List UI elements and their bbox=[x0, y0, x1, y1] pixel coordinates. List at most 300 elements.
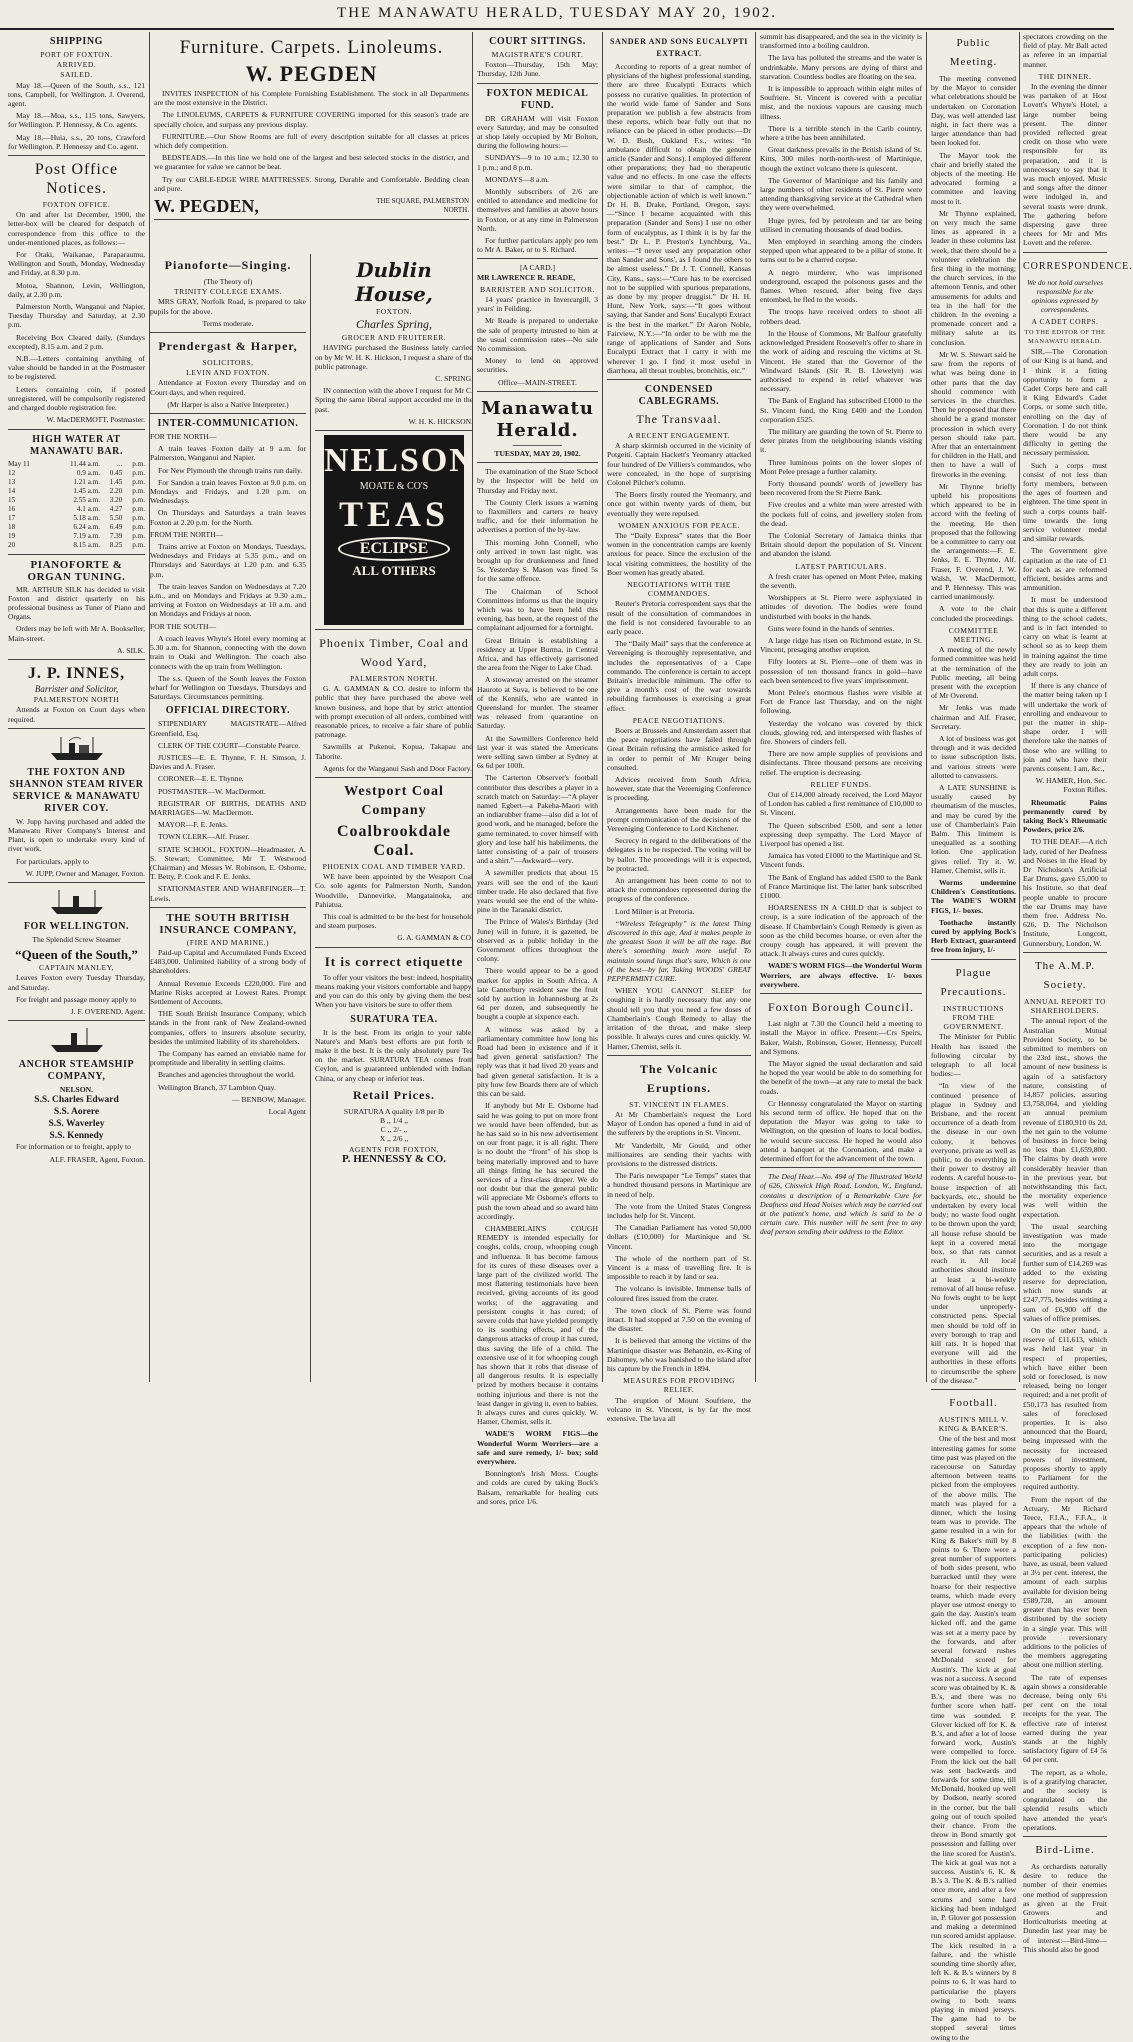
volcanic-text: The volcano is invisible. Immense balls of coloured fires issued from the crater. bbox=[607, 1284, 751, 1303]
cables-text: Lord Milner is at Pretoria. bbox=[615, 906, 695, 916]
tide-cell: 1.45 bbox=[109, 477, 123, 486]
letter-text: If there is any chance of the matter being taken up I will undertake the work of enrolling and endeavour to put the matter in ship-shape order. I will therefore take the names of those who are willing to join and who have their parents consent. I am, &c., bbox=[1023, 681, 1107, 774]
volcano-text: Great darkness prevails in the British island of St. Kitts, 300 miles north-north-west of Martinique, though the extinct volcano there is quiescent. bbox=[760, 145, 922, 173]
intercom-text: A train leaves Foxton daily at 9 a.m. for Palmerston, Wanganui and Napier. bbox=[150, 444, 306, 463]
shannon-text: For particulars, apply to bbox=[16, 856, 89, 866]
directory-item: TOWN CLERK—Alf. Fraser. bbox=[158, 832, 250, 842]
insurance-agent: Local Agent bbox=[268, 1107, 306, 1117]
westport-text: This coal is admitted to be the best for household and steam purposes. bbox=[315, 912, 473, 931]
phoenix-text: G. A. GAMMAN & CO. desire to inform the public that they have purchased the above well known business, and hope that by strict attention with prompt execution of all orders, combined with reasonable prices, to receive a fair share of public patronage. bbox=[315, 684, 473, 740]
tide-cell: 18 bbox=[8, 522, 16, 531]
insurance-text: Wellington Branch, 37 Lambton Quay. bbox=[158, 1082, 276, 1092]
westport-text: WE have been appointed by the Westport Coal Co. sole agents for Palmerston North, Sandon, Woodville, Dannevirke, Mangatainoka, and Pahiatua. bbox=[315, 872, 473, 909]
column-2 bbox=[149, 32, 476, 1382]
volcano-text: In the House of Commons, Mr Balfour gratefully acknowledged President Roosevelt's offer to share in the work of aiding and rescuing the victims at St. Vincent. He stated that the Governor of the Windward Islands (Sir R. B. Llewelyn) was authorised to expend in relief whatever was necessary. bbox=[760, 328, 922, 394]
volcanic-text: At Mr Chamberlain's request the Lord Mayor of London has opened a fund in aid of the sufferers by the eruptions in St. Vincent. bbox=[607, 1109, 751, 1138]
column-2a bbox=[150, 254, 310, 1382]
intercom-text: FOR THE SOUTH— bbox=[150, 621, 217, 631]
meeting-text: A LATE SUNSHINE is usually caused by rheumatism of the muscles, and may be cured by the use of Chamberlain's Pain Balm. This liniment is unequalled as a soothing lotion. One application gives relief. Try it. W. Hamer, Chemist, sells it. bbox=[931, 783, 1016, 875]
cables-sub: The Transvaal. bbox=[636, 411, 722, 426]
pegden-address: THE SQUARE, PALMERSTON NORTH. bbox=[376, 197, 469, 215]
meeting-text: A meeting of the newly formed committee was held at the termination of the Public meeting, all being present with the exception of Mr Overend. bbox=[931, 645, 1016, 701]
post-signature: W. MacDERMOTT, Postmaster. bbox=[46, 415, 145, 425]
steamer-icon bbox=[47, 1025, 107, 1055]
column-5 bbox=[755, 32, 926, 1382]
committee-heading: COMMITTEE MEETING. bbox=[948, 625, 999, 644]
tide-row bbox=[8, 532, 145, 541]
dublin-loc: FOXTON. bbox=[375, 307, 413, 316]
meeting-text: The meeting convened by the Mayor to consider what celebrations should be undertaken on Coronation Day, was well attended last night, in fact there was a larger attendance than had been looked for. bbox=[931, 74, 1016, 148]
volcanic-text: Mr Vanderbilt, Mr Gould, and other millionaires are sending their yachts with provisions to the distressed districts. bbox=[607, 1140, 751, 1168]
reade-text: Mr Reade is prepared to undertake the sale of property intrusted to him at the usual commission rates—No sale No commission. bbox=[477, 316, 598, 354]
masthead: THE MANAWATU HERALD, TUESDAY MAY 20, 1902. bbox=[0, 0, 1114, 30]
volcano-text: summit has disappeared, and the sea in the vicinity is transformed into a boiling cauldron. bbox=[760, 32, 922, 51]
innes-title: J. P. INNES, bbox=[27, 664, 126, 682]
tide-cell: 1.21 a.m. bbox=[73, 477, 101, 486]
post-item: Letters containing coin, if posted unregistered, will be compulsorily registered and charged double registration fee. bbox=[8, 384, 145, 413]
tide-row bbox=[8, 460, 145, 469]
insurance-text: The Company has earned an enviable name for promptitude and liberality in settling claims. bbox=[150, 1049, 306, 1068]
nelson-moate-tea-logo bbox=[324, 435, 476, 625]
tide-row bbox=[8, 478, 145, 487]
volcanic-text: The whole of the northern part of St. Vincent is a mass of travelling fire. It is impossible to reach it by land or sea. bbox=[607, 1253, 751, 1282]
volcano-text: Three luminous points on the lower slopes of Mont Pelee presage a further calamity. bbox=[760, 457, 922, 476]
council-title: Foxton Borough Council. bbox=[767, 1000, 914, 1015]
directory-item: REGISTRAR OF BIRTHS, DEATHS AND MARRIAGES—W. MacDermott. bbox=[150, 798, 306, 817]
tide-cell: 6.24 a.m. bbox=[73, 522, 101, 531]
insurance-text: Annual Revenue Exceeds £220,000. Fire and Marine Risks accepted at Lowest Rates. Prompt Settlement of Accounts. bbox=[150, 978, 306, 1006]
intercom-text: Trains arrive at Foxton on Mondays, Tuesdays, Wednesdays and Fridays at 5.35 p.m., and on Thursdays and Saturdays at 1.20 p.m. and 6.35 p.m. bbox=[150, 542, 306, 579]
insurance-text: THE South British Insurance Company, which stands in the front rank of New Zealand-owned companies, offers to insurers absolute security, besides the unlimited liability of its shareholders. bbox=[150, 1009, 306, 1046]
volcano-text: The Bank of England has added £500 to the Bank of France Martinique list. The latter bank subscribed £1000. bbox=[760, 872, 922, 901]
pegden-text: The LINOLEUMS, CARPETS & FURNITURE COVERING imported for this season's trade are specially choice, and surpass any previous display. bbox=[154, 110, 469, 129]
reade-text: 14 years' practice in Invercargill, 3 years' in Feilding. bbox=[477, 295, 598, 314]
news-item: There would appear to be a good market for apples in South Africa. A late Canterbury resident saw the fruit sold by auction in Johannesburg at 2s 6d per dozen, and subsequently he bought a couple at sixpence each. bbox=[477, 966, 598, 1022]
meeting-title: Public Meeting. bbox=[949, 37, 998, 68]
innes-text: Attends at Foxton on Court days when required. bbox=[8, 705, 145, 724]
medical-text: Monthly subscribers of 2/6 are entitled to attendance and medicine for themselves and families at above hours in Foxton, or at any time in Palmerston North. bbox=[477, 187, 598, 233]
amp-text: The rate of expenses again shows a considerable decrease, being only 6¼ per cent on the total receipts for the year. The effective rate of interest earned during the year stands at the highly satisfactory figure of £4 5s 6d per cent. bbox=[1023, 1672, 1107, 1765]
volcanic-heading: MEASURES FOR PROVIDING RELIEF. bbox=[623, 1376, 735, 1395]
directory-item: POSTMASTER—W. MacDermott. bbox=[158, 786, 266, 796]
reade-sub: BARRISTER AND SOLICITOR. bbox=[479, 284, 596, 294]
volcano-text: Jamaica has voted £1000 to the Martinique and St. Vincent funds. bbox=[760, 851, 922, 870]
retail-price-row: B ,, 1/4 ,, bbox=[379, 1115, 409, 1125]
meeting-text: A lot of business was got through and it was decided to issue subscription lists, and various streets were allotted to canvassers. bbox=[931, 734, 1016, 780]
logo-text: ALL OTHERS bbox=[352, 563, 436, 579]
intercom-text: A coach leaves Whyte's Hotel every morning at 5.30 a.m. for Shannon, connecting with the down train to Otaki and Wellington. The coach also connects with the up train from Wellington. bbox=[150, 633, 306, 671]
cables-text: The “Daily Mail” says that the conference at Vereeniging is thoroughly representative, and includes the representatives of a Cape commando. The conference is certain to accept Britain's irreducible minimum. The offer to give a month's cost of the war towards rebuilding farmhouses is exercising a great effect. bbox=[607, 639, 751, 713]
council-text: Cr Hennessy congratulated the Mayor on starting his second term of office. He hoped that on the deputation the Mayor was going to take to Wellington, on the question of loans to local bodies, he would secure success. He hoped he would also attend a banquet at the Coronation, and make a determined effort for the advancement of the town. bbox=[760, 1098, 922, 1163]
football-text: spectators crowding on the field of play. Mr Ball acted as referee in an impartial manner. bbox=[1023, 32, 1107, 69]
tide-cell: 5.18 a.m. bbox=[73, 513, 101, 522]
steamer-icon bbox=[47, 887, 107, 917]
editor-heading: TO THE EDITOR OF THE MANAWATU HERALD. bbox=[1024, 328, 1106, 345]
intercom-text: On Thursdays and Saturdays a train leaves Foxton at 2.20 p.m. for the North. bbox=[150, 508, 306, 527]
piano-signature: A. SILK. bbox=[116, 645, 145, 655]
meeting-text: Mr W. S. Stewart said he saw from the reports of what was being done in other parts that the day should commence with services in the churches. Then he proposed that there should be a grand monster procession in which every person should take part. After that an entertainment for children in the Hall, and then to have a wall of fireworks in the evening. bbox=[931, 349, 1016, 479]
plague-sub: INSTRUCTIONS FROM THE GOVERNMENT. bbox=[943, 1003, 1004, 1032]
news-item: Great Britain is establishing a residency at Upper Burma, in Central Africa, and has effectively garrisoned the area from the Niger to Lake Chad. bbox=[477, 635, 598, 673]
post-item: On and after 1st December, 1900, the letter-box will be cleared for despatch of correspondence from this office to the under-mentioned places, as follows:— bbox=[8, 210, 145, 247]
volcano-text: Huge pyres, fed by petroleum and tar are being utilised in cremating thousands of dead bodies. bbox=[760, 215, 922, 234]
tide-cell: p.m. bbox=[132, 531, 145, 540]
pegden-text: Try our CABLE-EDGE WIRE MATTRESSES. Strong, Durable and Comfortable. Bedding clean and pure. bbox=[154, 174, 469, 193]
volcano-text: There is a terrible stench in the Carib country, where a tribe has been annihilated. bbox=[760, 123, 922, 143]
singing-text: Terms moderate. bbox=[202, 318, 254, 328]
column-4 bbox=[602, 32, 755, 1423]
tide-cell: p.m. bbox=[132, 522, 145, 531]
news-item: Bonnington's Irish Moss. Coughs and colds are cured by taking Bock's Balsam, remarkable for healing cuts and sores, price 1/6. bbox=[477, 1469, 598, 1506]
cables-text: The Boers firstly routed the Yeomanry, and once got within twenty yards of them, but eventually they were repulsed. bbox=[607, 490, 751, 518]
meeting-text: Mr Thynne explained, on very much the same lines as appeared in a leader in these columns last week, that there should be a volunteer celebration the first thing in the morning; the church services, in the afternoon Tennis, and other amusements for adults and tea in the hall for the children. In the evening a promenade concert and a military salute at its conclusion. bbox=[931, 208, 1016, 347]
column-6a bbox=[927, 32, 1019, 2042]
amp-title: The A.M.P. Society. bbox=[1034, 959, 1096, 991]
cables-heading: WOMEN ANXIOUS FOR PEACE. bbox=[618, 520, 740, 530]
tide-cell: p.m. bbox=[132, 495, 145, 504]
volcano-text: The Governor of Martinique and his family and large numbers of other residents of St. Pierre were attending thanksgiving service at the Cathedral when they were overwhelmed. bbox=[760, 175, 922, 213]
amp-text: The report, as a whole, is of a gratifying character, and the society is congratulated on the splendid results which have attended the year's operations. bbox=[1023, 1767, 1107, 1832]
letter-text: Such a corps must consist of not less than forty members, between the ages of fourteen and eighteen. The time spent in such a corps counts half-time towards the long service volunteer medal and similar rewards. bbox=[1023, 460, 1107, 544]
cables-title: CONDENSED CABLEGRAMS. bbox=[638, 383, 720, 407]
dublin-trade: GROCER AND FRUITERER. bbox=[341, 333, 447, 343]
tide-cell: 8.15 a.m. bbox=[73, 540, 101, 549]
innes-loc: PALMERSTON NORTH bbox=[33, 695, 120, 705]
tide-row bbox=[8, 505, 145, 514]
volcano-text: Five creoles and a white man were arrested with the pockets full of coins, and jewellery stolen from the dead. bbox=[760, 500, 922, 528]
directory-item: STATIONMASTER AND WHARFINGER—T. Lewis. bbox=[150, 884, 306, 903]
amp-text: From the report of the Actuary, Mr Richard Teece, F.I.A., F.F.A., it appears that the whole of the liabilities (with the exception of a few non-participating policies) have, as usual, been valued at 3½ per cent. interest, the amount of each surplus available for division being £589,728, an amount greater than has ever been distributed by the society in a single year. This will provide reversionary additions to the policies of the members aggregating about one million sterling. bbox=[1023, 1494, 1107, 1670]
retail-title: Retail Prices. bbox=[353, 1087, 435, 1102]
phoenix-text: Agents for the Wanganui Sash and Door Factory. bbox=[323, 763, 472, 773]
retail-agents: AGENTS FOR FOXTON, bbox=[348, 1144, 440, 1154]
intercom-text: For New Plymouth the through trains run daily. bbox=[158, 465, 303, 475]
volcano-text: Forty thousand pounds' worth of jewellery has been recovered from the St Pierre Bank. bbox=[760, 478, 922, 498]
directory-item: CLERK OF THE COURT—Constable Pearce. bbox=[158, 740, 301, 750]
anchor-ship-name: S.S. Kennedy bbox=[49, 1131, 104, 1142]
cables-text: Advices received from South Africa, however, state that the Vereeniging Conference is proceeding. bbox=[607, 775, 751, 803]
news-item: At the Sawmillers Conference held last year it was stated the Americans were selling sawn timber at Sydney at 6s 6d per 100ft. bbox=[477, 733, 598, 771]
column-3 bbox=[472, 32, 602, 1506]
dublin-signature: C. SPRING. bbox=[435, 374, 473, 384]
football-sub: AUSTIN'S MILL V. KING & BAKER'S. bbox=[938, 1415, 1009, 1434]
pegden-text: INVITES INSPECTION of his Complete Furnishing Establishment. The stock in all Departments are the most extensive in the District. bbox=[154, 89, 469, 108]
phoenix-title: Phoenix Timber, Coal and Wood Yard, bbox=[319, 636, 469, 670]
tide-cell: 17 bbox=[8, 513, 16, 522]
tide-cell: 7.39 bbox=[109, 531, 123, 540]
retail-price-row: C ,, 2/- ,, bbox=[380, 1125, 408, 1135]
etiquette-text: To offer your visitors the best: indeed, hospitality means making your visitors comfortable and happy, and you can do this only by giving them the best. When you have visitors be sure to offer them bbox=[315, 972, 473, 1010]
news-item: This morning John Connell, who only arrived in town last night, was brought up for drunkenness and fined 5s. Yesterday S. Mason was fined 5s for the same offence. bbox=[477, 537, 598, 584]
post-item: Palmerston North, Wanganui and Napier, Tuesday Thursday and Saturday, at 2.30 p.m. bbox=[8, 302, 145, 330]
reade-card: [A CARD.] bbox=[519, 263, 556, 273]
directory-item: MAYOR—F. E. Jenks. bbox=[158, 820, 228, 830]
tide-cell: 7.19 a.m. bbox=[73, 531, 101, 540]
innes-sub: Barrister and Solicitor, bbox=[34, 683, 119, 694]
anchor-ship-list bbox=[8, 1094, 145, 1142]
volcano-text: HOARSENESS IN A CHILD that is subject to croup, is a sure indication of the approach of the disease. If Chamberlain's Cough Remedy is given as soon as the child becomes hoarse, or even after the croupy cough has appeared, it will prevent the attack. It always cures and cures quickly. bbox=[760, 903, 922, 959]
piano-text: MR. ARTHUR SILK has decided to visit Foxton and district quarterly on his professional business as Tuner of Piano and Organs. bbox=[8, 584, 145, 622]
tide-cell: 2.55 a.m. bbox=[73, 495, 101, 504]
retail-list bbox=[315, 1107, 473, 1144]
singing-sub: (The Theory of) bbox=[203, 277, 253, 286]
news-item: A witness was asked by a parliamentary committee how long his Road had been in existence and if it had given general satisfaction? The reply was that it had lived 20 years and had given general satisfaction. It is a pity how few Boards there are of which this can be said. bbox=[477, 1024, 598, 1099]
news-item: CHAMBERLAIN'S COUGH REMEDY is intended especially for coughs, colds, croup, whooping cough and influenza. It has become famous for its cures of these diseases over a large part of the civilized world. The most flattering testimonials have been received, giving accounts of its good works; of the aggravating and persistent coughs it has cured; of severe colds that have yielded promptly to its soothing effects, and of the dangerous attacks of croup it has cured, thus saving the life of a child. The extensive use of it for whooping cough has shown that it robs that disease of all dangerous results. It is especially prized by mothers because it contains nothing injurious and there is not the least danger in giving it, even to babies. It always cures and cures quickly. W. Hamer, Chemist, sells it. bbox=[477, 1223, 598, 1427]
volcano-text: There are now ample supplies of provisions and disinfectants. Three thousand persons are receiving relief. The eruption is decreasing. bbox=[760, 749, 922, 777]
wade-advert: WADE'S WORM FIGS—the Wonderful Worm Worriers, are always effective. 1/- boxes everywhere. bbox=[760, 961, 922, 989]
intercom-text: The s.s. Queen of the South leaves the Foxton wharf for Wellington on Tuesdays, Thursdays and Saturdays. Circumstances permitting. bbox=[150, 673, 306, 702]
insurance-text: Branches and agencies throughout the world. bbox=[158, 1070, 296, 1080]
phoenix-loc: PALMERSTON NORTH. bbox=[350, 674, 438, 684]
anchor-ship-name: S.S. Waverley bbox=[48, 1119, 105, 1130]
volcano-text: The troops have received orders to shoot all robbers dead. bbox=[760, 307, 922, 326]
cables-text: Boers at Brussels and Amsterdam assert that the peace negotiations have failed through Great Britain refusing the armistice asked for in order to permit of Mr Kruger being consulted. bbox=[607, 726, 751, 772]
tide-cell: 1.45 a.m. bbox=[73, 486, 101, 495]
volcano-text: Yesterday the volcano was covered by thick clouds, glowing red, and interspersed with flashes of fire. Showers of cinders fell. bbox=[760, 718, 922, 747]
volcano-text: Guns were found in the hands of sentries. bbox=[768, 623, 895, 633]
news-item: The Carterton Observer's football contributor thus describes a player in a scratch match on Saturday:—“A player named Egbert—a Pakeha-Maori with an indiarubber frame—also did a lot of good work, and he managed, before the game terminated, to cover himself with glory and lose half his habiliments, the latter consisting of a pair of trousers and a shirt.”—Awkward—very. bbox=[477, 773, 598, 866]
meeting-text: The Mayor took the chair and briefly stated the objects of the meeting. He advocated forming a committee and leaving most to it. bbox=[931, 150, 1016, 206]
shipping-item: May 18.—Moa, s.s., 115 tons, Sawyers, for Wellington. P. Hennessy, & Co. agents. bbox=[8, 111, 145, 130]
reade-text: Office—MAIN-STREET. bbox=[498, 377, 577, 387]
volcano-text: The Colonial Secretary of Jamaica thinks that Britain should deport the population of St. Vincent and abandon the island. bbox=[760, 530, 922, 559]
medical-text: MONDAYS—8 a.m. bbox=[485, 174, 550, 184]
news-item: The Chairman of School Committees informs us that the inquiry which was to have been held this evening, has been, at the request of the complainant adjourned for a fortnight. bbox=[477, 586, 598, 633]
westport-sub: PHOENIX COAL AND TIMBER YARD. bbox=[322, 862, 466, 872]
dublin-text: HAVING purchased the Business lately carried on by Mr W. H. K. Hickson, I request a share of the public patronage. bbox=[315, 343, 473, 371]
column-1 bbox=[4, 32, 149, 1382]
prendergast-title: Prendergast & Harper, bbox=[158, 339, 298, 354]
pegden-title: Furniture. Carpets. Linoleums. bbox=[179, 37, 444, 58]
tide-cell: 4.27 bbox=[109, 504, 123, 513]
logo-text: ECLIPSE bbox=[338, 537, 450, 561]
shipping-title: SHIPPING bbox=[49, 36, 104, 47]
westport-title: Westport Coal Company bbox=[344, 784, 444, 819]
cables-text: A sharp skirmish occurred in the vicinity of Potgeiti. Captain Hackett's Yeomanry attacked four hundred of De Villiers's commandos, who were concealed, in the hope of surprising Colonel Pilcher's column. bbox=[607, 441, 751, 487]
news-item: The Prince of Wales's Birthday (3rd June) will in future, it is gazetted, be observed as a public holiday in the Government offices throughout the colony. bbox=[477, 917, 598, 964]
pegden-name-2: W. PEGDEN, bbox=[154, 195, 259, 216]
column-6b bbox=[1019, 32, 1133, 1954]
amp-text: The usual searching investigation was made into the mortgage securities, and as a result a further sum of £14,269 was added to the existing reserve for depreciation, which now stands at £247,775, besides writing a sum of £6,900 off the values of office premises. bbox=[1023, 1221, 1107, 1323]
insurance-text: Paid-up Capital and Accumulated Funds Exceed £483,000. Unlimited liability of a strong body of shareholders. bbox=[150, 947, 306, 976]
phoenix-text: Sawmills at Pukenui, Kopua, Takapau and Taborite. bbox=[315, 742, 473, 761]
volcano-text: The lava has polluted the streams and the water is undrinkable. Many persons are dying of thirst and starvation. Countless bodies are floating on the sea. bbox=[760, 53, 922, 81]
cadet-heading: A CADET CORPS. bbox=[1031, 317, 1099, 327]
tide-cell: 20 bbox=[8, 540, 16, 549]
news-item: The County Clerk issues a warning to flaxmillers and carters re heavy traffic, and for their information he advertises a portion of the by-law. bbox=[477, 497, 598, 535]
intercom-text: FOR THE NORTH— bbox=[150, 432, 217, 442]
volcanic-title: The Volcanic Eruptions. bbox=[639, 1061, 719, 1095]
tide-cell: 0.45 bbox=[109, 468, 123, 477]
volcano-text: Men employed in searching among the cinders stepped upon what appeared to be a pillar of stone. It turns out to be a charred corpse. bbox=[760, 237, 922, 265]
herald-date: TUESDAY, MAY 20, 1902. bbox=[494, 448, 581, 458]
pegden-advert bbox=[150, 32, 473, 254]
logo-text: NELSON bbox=[324, 442, 476, 480]
shipping-port: PORT OF FOXTON. bbox=[40, 50, 113, 59]
tide-row bbox=[8, 496, 145, 505]
dinner-text: In the evening the dinner was partaken of at Host Lovett's Whyte's Hotel, a large number being present. The dinner provided reflected great credit on those who were responsible for its preparation, and it is unnecessary to say that it was much enjoyed. Music and songs after the dinner were indulged in, and several toasts were drunk. The gathering before dispersing gave three cheers for Mr and Mrs Lovett and the referee. bbox=[1023, 82, 1107, 248]
volcanic-text: The town clock of St. Pierre was found intact. It had stopped at 7.50 on the evening of the disaster. bbox=[607, 1305, 751, 1334]
volcano-text: Fifty looters at St. Pierre—one of them was in possession of ten thousand francs in gold—have each been sentenced to five years' imprisonment. bbox=[760, 657, 922, 685]
directory-item: JUSTICES—E. E. Thynne, F. H. Simson, J. Davies and A. Fraser. bbox=[150, 752, 306, 772]
newspaper-page bbox=[4, 32, 1133, 2042]
insurance-sub: (FIRE AND MARINE.) bbox=[186, 937, 270, 947]
dublin-signature-2: W. H. K. HICKSON. bbox=[408, 416, 473, 426]
amp-text: The annual report of the Australian Mutual Provident Society, to be submitted to members on the 23rd inst., shows the amount of new business is again of a satisfactory nature, consisting of 14,857 policies, assuring £3,758,064, and yielding an annual premium revenue of £180,910 0s 2d, the net gain to the volume of business in force being no less than £1,659,800. The claims by death were considerably heavier than in the previous year, but notwithstanding this fact, the mortality experience was well within the expectation. bbox=[1023, 1016, 1107, 1219]
tide-cell: 16 bbox=[8, 504, 16, 513]
wellington-text: For freight and passage money apply to bbox=[16, 994, 137, 1004]
tide-row bbox=[8, 541, 145, 550]
insurance-title: THE SOUTH BRITISH INSURANCE COMPANY, bbox=[159, 911, 297, 936]
tide-cell: 0.9 a.m. bbox=[76, 468, 101, 477]
dublin-title: Dublin House, bbox=[355, 258, 433, 306]
prendergast-sub: SOLICITORS, bbox=[202, 358, 254, 368]
insurance-signature: — BENBOW, Manager. bbox=[232, 1094, 306, 1104]
tides-title: HIGH WATER AT MANAWATU BAR. bbox=[29, 433, 124, 457]
volcano-text: The Bank of England has subscribed £1000 to the St. Vincent fund, the King £400 and the London corporation £525. bbox=[760, 396, 922, 424]
post-item: N.B.—Letters containing anything of value should be handed in at the Postmaster to be registered. bbox=[8, 354, 145, 382]
prendergast-loc: LEVIN AND FOXTON. bbox=[186, 368, 270, 378]
tide-row bbox=[8, 469, 145, 478]
column-6 bbox=[926, 32, 1133, 2042]
shipping-arrived: ARRIVED. bbox=[56, 60, 97, 70]
intercom-text: For Sandon a train leaves Foxton at 9.0 p.m. on Mondays and Fridays, and 1.20 p.m. on Wednesdays. bbox=[150, 477, 306, 506]
anchor-ship-name: S.S. Aorere bbox=[53, 1107, 100, 1118]
news-item: The examination of the State School by the Inspector will be held on Thursday and Friday next. bbox=[477, 467, 598, 495]
tide-cell: p.m. bbox=[132, 486, 145, 495]
volcanic-sub: ST. VINCENT IN FLAMES. bbox=[629, 1099, 729, 1109]
tide-cell: 12 bbox=[8, 468, 16, 477]
letter-text: SIR,—The Coronation of our King is at hand, and I think it a fitting opportunity to form a Cadet Corps here and call it King Edward's Cadet Corps, or some such title, enrolling on the day of Coronation. I do not think there would be any difficulty in getting the necessary permission. bbox=[1023, 347, 1107, 458]
post-office-title: Post Office Notices. bbox=[34, 161, 119, 198]
cables-heading: A RECENT ENGAGEMENT. bbox=[627, 430, 731, 440]
dinner-heading: THE DINNER. bbox=[1038, 71, 1092, 81]
shannon-signature: W. JUPP, Owner and Manager, Foxton. bbox=[25, 868, 145, 878]
volcanic-text: It is believed that among the victims of the Martinique disaster was Behanzin, ex-King of Dahomey, who was banished to the island after his capture by the French in 1894. bbox=[607, 1336, 751, 1373]
tide-cell: 14 bbox=[8, 486, 16, 495]
directory-item: STATE SCHOOL, FOXTON—Headmaster, A. S. Stewart; Committee, Mr T. Westwood (Chairman) and Messrs W. Robinson, E. Osborne, T. Betty, P. Cook and F. E. Jenks. bbox=[150, 844, 306, 882]
volcanic-text: The Paris newspaper “Le Temps” states that a hundred thousand persons in Martinique are in need of help. bbox=[607, 1171, 751, 1199]
birdlime-title: Bird-Lime. bbox=[1035, 1843, 1095, 1856]
anchor-signature: ALF. FRASER, Agent, Foxton. bbox=[49, 1154, 145, 1164]
toothache-advert: Toothache instantly cured by applying Bock's Herb Extract, guaranteed free from injury, 1/- bbox=[931, 917, 1016, 955]
plague-title: Plague Precautions. bbox=[940, 966, 1007, 998]
cables-heading: PEACE NEGOTIATIONS. bbox=[632, 715, 726, 725]
tide-row bbox=[8, 514, 145, 523]
volcano-text: Out of £14,000 already received, the Lord Mayor of London has cabled a first remittance of £10,000 to St. Vincent. bbox=[760, 790, 922, 818]
tide-cell: p.m. bbox=[132, 477, 145, 486]
tide-cell: p.m. bbox=[132, 504, 145, 513]
piano-text: Orders may be left with Mr A. Bookseller, Main-street. bbox=[8, 624, 145, 643]
westport-title-2: Coalbrookdale Coal. bbox=[336, 823, 452, 860]
volcano-text: A fresh crater has opened on Mont Pelee, making the seventh. bbox=[760, 571, 922, 590]
volcanic-text: The eruption of Mount Soufriere, the volcano in St. Vincent, is by far the most extensive. The lava all bbox=[607, 1395, 751, 1423]
court-text: Foxton—Thursday, 15th May; Thursday, 12th June. bbox=[477, 60, 598, 79]
steamer-icon bbox=[47, 733, 107, 763]
retail-price-row: SURATURA A quality 1/8 per lb bbox=[343, 1106, 445, 1116]
prendergast-text: (Mr Harper is also a Native Interpreter.) bbox=[167, 399, 289, 409]
logo-text: TEAS bbox=[338, 494, 450, 535]
letter-text: It must be understood that this is quite a different thing to the school cadets, and is in fact intended to carry on what is learnt at school so as to keep them in training against the time they are ready to join an adult corps. bbox=[1023, 595, 1107, 678]
westport-signature: G. A. GAMMAN & CO. bbox=[397, 933, 473, 943]
piano-title: PIANOFORTE & ORGAN TUNING. bbox=[27, 558, 126, 583]
news-item: If anybody but Mr E. Osborne had said he was going to put on more front we would have been offended, but as he has said so in his new advertisement on our front page, it is all right. There is no doubt the “front” of his shop is being materially improved and to have all things fitting he has secured the services of a first-class draper. We do not doubt but that the general public will appreciate Mr Osborne's efforts to push the town ahead and so award him accordingly. bbox=[477, 1101, 598, 1221]
tide-cell: 11.44 a.m. bbox=[69, 459, 101, 468]
sander-title: SANDER AND SONS EUCALYPTI EXTRACT. bbox=[609, 37, 749, 58]
shannon-text: W. Jupp having purchased and added the Manawatu River Company's Interest and Plant, is open to undertake every kind of river work. bbox=[8, 816, 145, 854]
medical-text: DR GRAHAM will visit Foxton every Saturday, and may be consulted at shop lately occupied by Mr Bolton, during the following hours:— bbox=[477, 113, 598, 151]
shannon-title: THE FOXTON AND SHANNON STEAM RIVER SERVICE & MANAWATU RIVER COY. bbox=[9, 766, 144, 814]
post-office-sub: FOXTON OFFICE. bbox=[42, 200, 111, 210]
football-title: Football. bbox=[949, 1397, 998, 1410]
tide-cell: p.m. bbox=[132, 468, 145, 477]
dublin-text: IN connection with the above I request for Mr C. Spring the same liberal support accorded me in the past. bbox=[315, 386, 473, 414]
volcano-text: The military are guarding the town of St. Pierre to deter pirates from the neighbouring islands visiting it. bbox=[760, 426, 922, 455]
intercom-text: FROM THE NORTH— bbox=[150, 529, 224, 539]
wellington-text: Leaves Foxton every Tuesday Thursday, and Saturday. bbox=[8, 973, 145, 992]
wellington-signature: J. F. OVEREND, Agent. bbox=[70, 1006, 145, 1016]
post-item: Receiving Box Cleared daily, (Sundays excepted), 8.15 a.m. and 2 p.m. bbox=[8, 332, 145, 351]
dublin-name: Charles Spring, bbox=[355, 317, 432, 332]
singing-title: Pianoforte—Singing. bbox=[164, 258, 292, 272]
volcano-text: A negro murderer, who was imprisoned underground, escaped the poisonous gases and the flames. When rescued, after being five days entombed, he fled to the woods. bbox=[760, 267, 922, 305]
volcano-text: The Queen subscribed £500, and sent a letter expressing deep sympathy. The Lord Mayor of Liverpool has opened a list. bbox=[760, 820, 922, 849]
volcano-text: Mont Pelee's enormous flashes were visible at Fort de France last Thursday, and on the night following. bbox=[760, 688, 922, 716]
volcano-text: A large ridge has risen on Richmond estate, in St. Vincent, presaging another eruption. bbox=[760, 635, 922, 655]
anchor-title: ANCHOR STEAMSHIP COMPANY, bbox=[18, 1059, 135, 1083]
relief-heading: RELIEF FUNDS. bbox=[810, 779, 872, 789]
directory-item: CORONER—E. E. Thynne. bbox=[158, 774, 244, 784]
council-text: The Mayor signed the usual declaration and said he hoped the year would be able to do something for the benefit of the town—at any rate to metal the back roads. bbox=[760, 1058, 922, 1096]
cables-text: Reuter's Pretoria correspondent says that the result of the consultation of commandoes in the field is not considered favourable to an early peace. bbox=[607, 599, 751, 636]
tide-cell: 13 bbox=[8, 477, 16, 486]
volcano-text: It is impossible to approach within eight miles of Soufriere. St. Vincent is covered with a peculiar mist, and the noxious vapours are causing much illness. bbox=[760, 84, 922, 121]
correspondence-title: CORRESPONDENCE. bbox=[1023, 260, 1133, 272]
amp-sub: ANNUAL REPORT TO SHAREHOLDERS. bbox=[1024, 996, 1106, 1016]
football-text: One of the best and most interesting games for some time past was played on the racecourse on Saturday afternoon between teams picked from the employees of the above mills. The match was played for a dinner, which the losing team was to provide. The game resulted in a win for King & Baker's mill by 8 points to 6. There were a great number of supporters of both sides present, who barracked until they were hoarse for their respective teams, which made every player use utmost energy to gain the day. Austin's team kicked off, and the game was set at a merry pace by the forwards, and after several forward rushes McDonald scored for Austin's. The kick at goal was not a success. A second score was obtained by K. & B.'s, and there was no further score when half-time was sounded. P. Glover kicked off for K. & B.'s, and after a lot of loose forward work, Austin's were compelled to force. From the kick out the ball was sent backwards and forwards for some time, till McDonald, hooked up well by Dodson, nearly scored in the corner, but the ball going out of touch spoiled their chance. From the throw in Bond smartly got possession and falling over the line scored for Austin's. The kick at goal was not a success. Austin's 6, K. & B.'s 3. The K. & B.'s rallied once more, and after a few scrums and some hard kicking had been indulged in, P. Glover got possession and making a determined run scored amidst applause. The kick resulted in a failure, and the whistle sounding time shortly after, left K. & B.'s winners by 8 points to 6. It was hard to particularise the players owing to both teams playing in mixed jerseys. The game had to be stopped several times owing to the bbox=[931, 1434, 1016, 2042]
tide-cell: p.m. bbox=[132, 459, 145, 468]
birdlime-text: As orchardists naturally desire to reduce the number of their enemies one method of suppression as given at the Fruit Growers and Horticulturists meeting at Dunedin last year may be of interest:—Bird-lime—This should also be good bbox=[1023, 1861, 1107, 1954]
cables-text: Arrangements have been made for the prompt communication of the decisions of the Vereeniging Conference to Lord Kitchener. bbox=[607, 805, 751, 834]
tide-cell: May 11 bbox=[8, 459, 30, 468]
directory-title: OFFICIAL DIRECTORY. bbox=[165, 705, 291, 717]
reade-text: MR LAWRENCE R. READE, bbox=[477, 272, 576, 282]
shipping-sailed: SAILED. bbox=[60, 70, 93, 80]
news-item: A stowaway arrested on the steamer Hauroto at Suva, is believed to be one of the Kennifs, who are wanted in Queensland for murder. The steamer was released from quarantine on Saturday. bbox=[477, 675, 598, 731]
directory-item: STIPENDIARY MAGISTRATE—Alfred Greenfield, Esq. bbox=[150, 719, 306, 738]
tide-cell: 6.49 bbox=[109, 522, 123, 531]
news-item: WADE'S WORM FIGS—the Wonderful Worm Worriers—are a safe and sure remedy, 1/- box; sold everywhere. bbox=[477, 1429, 598, 1467]
etiquette-title: It is correct etiquette bbox=[324, 953, 464, 969]
shipping-item: May 18.—Queen of the South, s.s., 121 tons, Campbell, for Wellington. J. Overend, agent. bbox=[8, 80, 145, 109]
latest-heading: LATEST PARTICULARS. bbox=[795, 561, 887, 571]
tide-cell: p.m. bbox=[132, 540, 145, 549]
singing-sub2: TRINITY COLLEGE EXAMS. bbox=[174, 287, 282, 297]
wade-advert: Worms undermine Children's Constitutions. The WADE'S WORM FIGS, 1/- boxes. bbox=[931, 878, 1016, 915]
court-sub: MAGISTRATE'S COURT. bbox=[491, 50, 584, 59]
medical-title: FOXTON MEDICAL FUND. bbox=[486, 87, 589, 111]
medical-text: SUNDAYS—9 to 10 a.m.; 12.30 to 1 p.m.; and 8 p.m. bbox=[477, 153, 598, 172]
tide-row bbox=[8, 487, 145, 496]
tide-cell: 3.20 bbox=[109, 495, 123, 504]
tide-cell: 8.25 bbox=[109, 540, 123, 549]
sander-text: According to reports of a great number of physicians of the highest professional standing, there are three Eucalypti Extracts which possess no curative qualities. In protection of the world wide fame of Sander and Sons preparation we publish a few abstracts from these reports, which bear fully out that no reliance can be placed in other products:—Dr W. D. Bush, Oakland F.s., writes: “In ambulance difficult to obtain the genuine article (Sander and Sons). I employed different other preparations; they had no therapeutic value and no effects. In one case the effects were similar to that of camphor, the objectionable action of which is well known.” Dr H. B. Drake, Portland, Oregon, says:—“Since I became acquainted with this preparation (Sander and Sons) I use no other form of eucalyptus, as I think it is by far the best.” Dr L. P. Preston's Lynchburg, Va., writes:—“I never used any preparation other than Sander and Sons', as I found the others to be almost useless.” Dr J. T. Connell, Kansas City, Kans., says:—“Cure has to be exercised not to be supplied with spurious preparations, as done by my proper druggist.” Dr H. H. Hunt, New York, says:—“It goes without saying, that Sander and Sons' Eucalypti Extract is the best in the market.” Dr Aaron Noble, Fairview, N.Y.:—“In order to be with me the range of applications of Sander and Sons Eucalypti Extract that I carry it with me wherever I go. I find it most useful in diarrhoea, all throat troubles, bronchitis, etc.” bbox=[607, 62, 751, 375]
suratura-title: SURATURA TEA. bbox=[350, 1013, 438, 1025]
retail-agent-name: P. HENNESSY & CO. bbox=[341, 1152, 446, 1165]
wellington-text: The Splendid Screw Steamer bbox=[32, 934, 121, 944]
cables-text: Secrecy in regard to the deliberations of the delegates is to be respected. The voting will be by ballot. The proceedings will it is expected, be protracted. bbox=[607, 836, 751, 873]
cables-verse: “Wireless Telegraphy” is the latest Thing discovered in this age, And it makes people in the greatest Soon it will be all the rage. But there's something much more useful To maintain sound lungs that's sure, Which is one of the best—by far, Taking WOODS' GREAT PEPPERMINT CURE. bbox=[607, 918, 751, 984]
